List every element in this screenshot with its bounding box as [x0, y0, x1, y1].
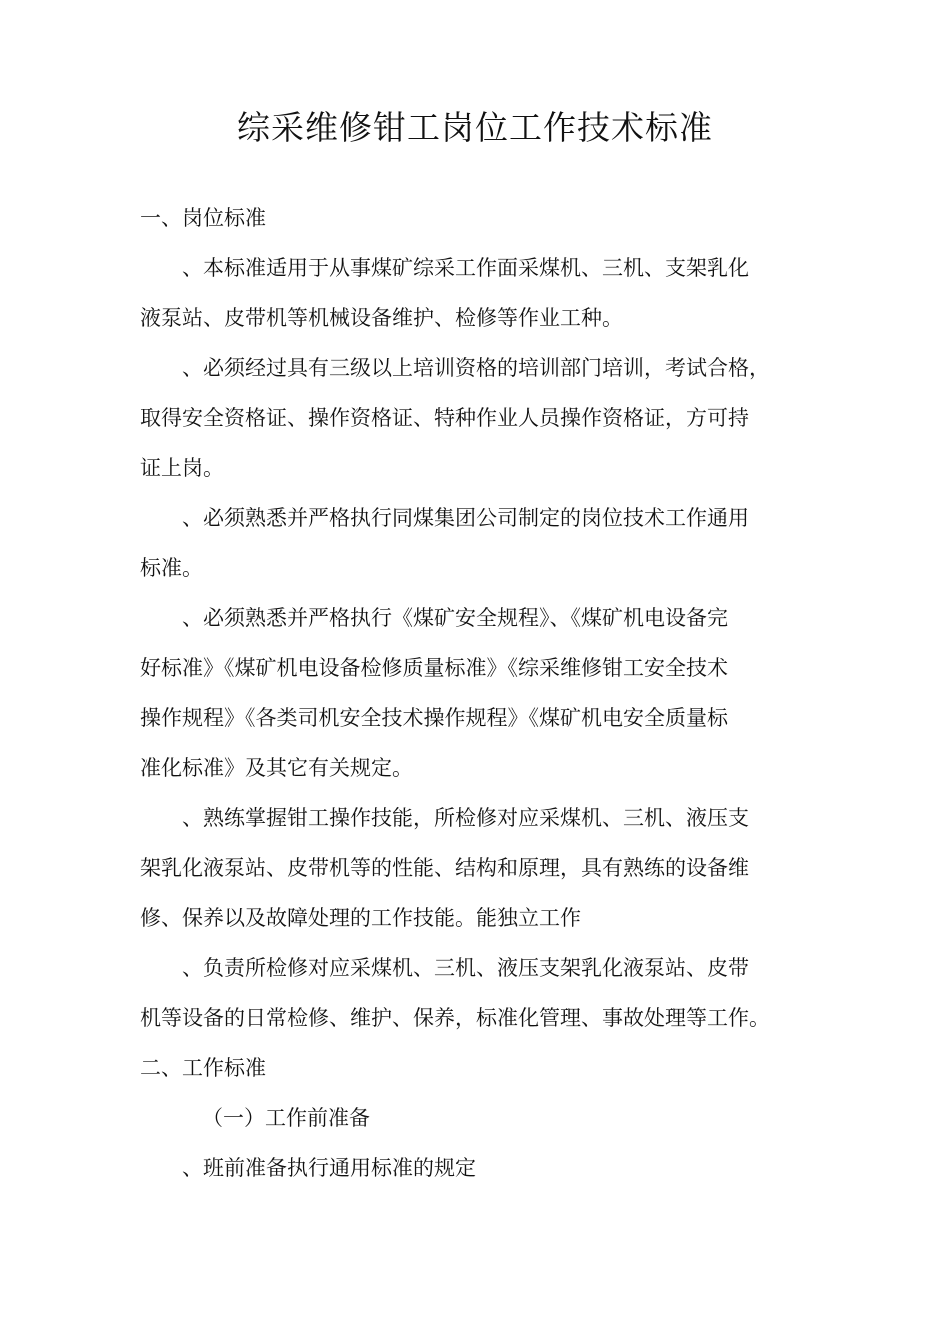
paragraph-line: 、班前准备执行通用标准的规定: [182, 1156, 476, 1180]
paragraph-line: 证上岗。: [140, 456, 224, 480]
paragraph-line: 、熟练掌握钳工操作技能，所检修对应采煤机、三机、液压支: [182, 806, 749, 830]
paragraph-line: 标准。: [140, 556, 203, 580]
paragraph-line: 架乳化液泵站、皮带机等的性能、结构和原理，具有熟练的设备维: [140, 856, 749, 880]
paragraph-line: 取得安全资格证、操作资格证、特种作业人员操作资格证，方可持: [140, 406, 749, 430]
paragraph-line: 准化标准》及其它有关规定。: [140, 756, 413, 780]
paragraph-line: 机等设备的日常检修、维护、保养，标准化管理、事故处理等工作。: [140, 1006, 770, 1030]
paragraph-line: 、本标准适用于从事煤矿综采工作面采煤机、三机、支架乳化: [182, 256, 749, 280]
document-body: [140, 193, 820, 1193]
paragraph-line: 液泵站、皮带机等机械设备维护、检修等作业工种。: [140, 306, 623, 330]
section-heading-work-standard: 二、工作标准: [140, 1056, 266, 1080]
paragraph-line: 、必须熟悉并严格执行同煤集团公司制定的岗位技术工作通用: [182, 506, 749, 530]
paragraph-line: 、必须经过具有三级以上培训资格的培训部门培训，考试合格，: [182, 356, 770, 380]
subsection-heading-preparation: （一）工作前准备: [202, 1106, 370, 1130]
section-heading-job-standard: 一、岗位标准: [140, 206, 266, 230]
paragraph-line: 好标准》《煤矿机电设备检修质量标准》《综采维修钳工安全技术: [140, 656, 728, 680]
paragraph-line: 修、保养以及故障处理的工作技能。能独立工作: [140, 906, 581, 930]
paragraph-line: 、负责所检修对应采煤机、三机、液压支架乳化液泵站、皮带: [182, 956, 749, 980]
document-title: 综采维修钳工岗位工作技术标准: [237, 108, 713, 147]
paragraph-line: 、必须熟悉并严格执行《煤矿安全规程》、《煤矿机电设备完: [182, 606, 728, 630]
paragraph-line: 操作规程》《各类司机安全技术操作规程》《煤矿机电安全质量标: [140, 706, 728, 730]
